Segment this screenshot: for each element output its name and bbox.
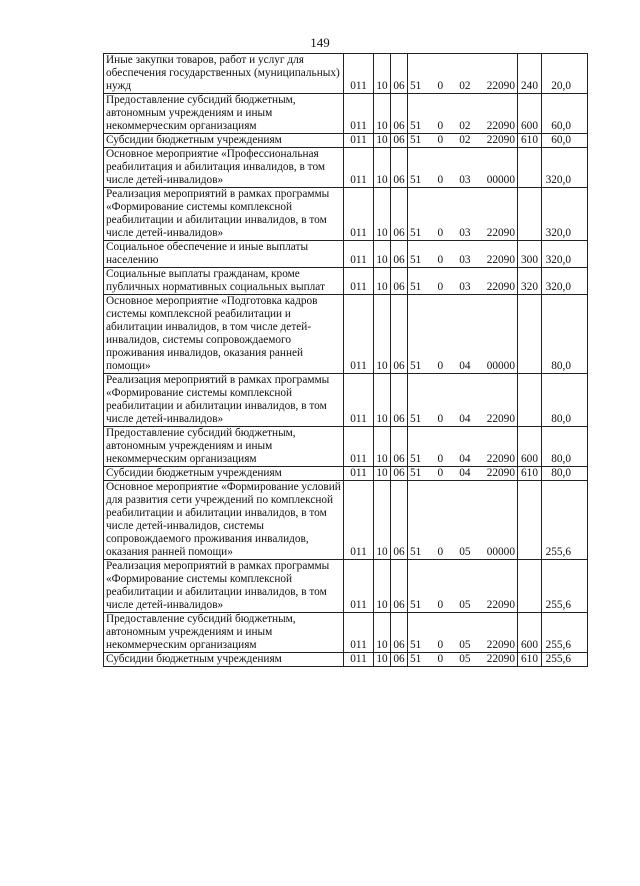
ministry-code-cell: 011: [344, 241, 374, 268]
target-article-part: 51: [410, 120, 422, 132]
amount-cell: 255,6: [542, 613, 588, 653]
target-article-parts: [410, 467, 515, 480]
target-article-part: 0: [437, 599, 444, 611]
target-article-part: 51: [410, 281, 422, 293]
target-article-parts: [410, 653, 515, 666]
target-article-part: 51: [410, 254, 422, 266]
row-name-cell: Иные закупки товаров, работ и услуг для обеспечения государственных (муниципальных) нужд: [104, 54, 344, 94]
table-row: [104, 188, 588, 241]
subsection-code-cell: 06: [391, 374, 408, 427]
target-article-cell: [408, 188, 518, 241]
subsection-code-cell: 06: [391, 134, 408, 148]
amount-cell: 80,0: [542, 427, 588, 467]
target-article-part: 04: [459, 453, 471, 465]
row-name-cell: Социальное обеспечение и иные выплаты населению: [104, 241, 344, 268]
target-article-parts: [410, 546, 515, 559]
target-article-parts: [410, 281, 515, 294]
ministry-code-cell: 011: [344, 54, 374, 94]
table-row: [104, 467, 588, 481]
target-article-part: 22090: [486, 134, 515, 146]
target-article-part: 51: [410, 639, 422, 651]
expense-type-cell: 610: [518, 653, 542, 667]
amount-cell: 80,0: [542, 295, 588, 374]
section-code-cell: 10: [374, 467, 391, 481]
target-article-part: 51: [410, 227, 422, 239]
ministry-code-cell: 011: [344, 148, 374, 188]
target-article-part: 22090: [486, 413, 515, 425]
table-row: [104, 481, 588, 560]
table-row: [104, 295, 588, 374]
target-article-part: 03: [459, 281, 471, 293]
target-article-part: 51: [410, 467, 422, 479]
row-name-cell: Предоставление субсидий бюджетным, автономным учреждениям и иным некоммерческим организациям: [104, 427, 344, 467]
amount-cell: 255,6: [542, 560, 588, 613]
table-row: [104, 268, 588, 295]
target-article-part: 03: [459, 174, 471, 186]
table-row: [104, 241, 588, 268]
section-code-cell: 10: [374, 481, 391, 560]
table-row: [104, 374, 588, 427]
expense-type-cell: 600: [518, 94, 542, 134]
target-article-part: 22090: [486, 80, 515, 92]
expense-type-cell: [518, 148, 542, 188]
table-row: [104, 148, 588, 188]
table-row: [104, 427, 588, 467]
amount-cell: 80,0: [542, 374, 588, 427]
section-code-cell: 10: [374, 613, 391, 653]
target-article-parts: [410, 227, 515, 240]
section-code-cell: 10: [374, 374, 391, 427]
target-article-part: 22090: [486, 281, 515, 293]
amount-cell: 320,0: [542, 188, 588, 241]
subsection-code-cell: 06: [391, 94, 408, 134]
section-code-cell: 10: [374, 560, 391, 613]
target-article-parts: [410, 599, 515, 612]
target-article-part: 0: [437, 639, 444, 651]
ministry-code-cell: 011: [344, 134, 374, 148]
ministry-code-cell: 011: [344, 613, 374, 653]
subsection-code-cell: 06: [391, 467, 408, 481]
target-article-part: 02: [459, 120, 471, 132]
target-article-parts: [410, 134, 515, 147]
ministry-code-cell: 011: [344, 467, 374, 481]
expense-type-cell: [518, 295, 542, 374]
target-article-part: 22090: [486, 653, 515, 665]
target-article-part: 0: [437, 80, 444, 92]
row-name-cell: Субсидии бюджетным учреждениям: [104, 653, 344, 667]
target-article-part: 00000: [486, 174, 515, 186]
target-article-part: 22090: [486, 227, 515, 239]
target-article-parts: [410, 639, 515, 652]
target-article-cell: [408, 295, 518, 374]
target-article-cell: [408, 148, 518, 188]
section-code-cell: 10: [374, 94, 391, 134]
row-name-cell: Основное мероприятие «Формирование условий для развития сети учреждений по комплексной реабилитации и абилитации инвалидов, в том числе детей-инвалидов, системы сопровождаемого проживания инвалидов, оказания ранней помощи»: [104, 481, 344, 560]
row-name-cell: Основное мероприятие «Профессиональная реабилитация и абилитация инвалидов, в том числе детей-инвалидов»: [104, 148, 344, 188]
expense-type-cell: 300: [518, 241, 542, 268]
row-name-cell: Социальные выплаты гражданам, кроме публичных нормативных социальных выплат: [104, 268, 344, 295]
section-code-cell: 10: [374, 268, 391, 295]
amount-cell: 80,0: [542, 467, 588, 481]
target-article-cell: [408, 467, 518, 481]
amount-cell: 60,0: [542, 94, 588, 134]
target-article-cell: [408, 54, 518, 94]
table-row: [104, 653, 588, 667]
row-name-cell: Реализация мероприятий в рамках программы «Формирование системы комплексной реабилитации и абилитации инвалидов, в том числе детей-инвалидов»: [104, 188, 344, 241]
target-article-parts: [410, 360, 515, 373]
section-code-cell: 10: [374, 134, 391, 148]
expense-type-cell: 600: [518, 427, 542, 467]
target-article-cell: [408, 241, 518, 268]
target-article-cell: [408, 613, 518, 653]
row-name-cell: Основное мероприятие «Подготовка кадров системы комплексной реабилитации и абилитации инвалидов, в том числе детей-инвалидов, системы сопровождаемого проживания инвалидов, оказания ранней помощи»: [104, 295, 344, 374]
target-article-part: 04: [459, 413, 471, 425]
target-article-part: 22090: [486, 599, 515, 611]
target-article-parts: [410, 453, 515, 466]
amount-cell: 255,6: [542, 653, 588, 667]
amount-cell: 20,0: [542, 54, 588, 94]
target-article-parts: [410, 80, 515, 93]
expense-type-cell: [518, 481, 542, 560]
table-row: [104, 560, 588, 613]
target-article-part: 22090: [486, 120, 515, 132]
target-article-part: 0: [437, 227, 444, 239]
target-article-cell: [408, 481, 518, 560]
section-code-cell: 10: [374, 148, 391, 188]
table-row: [104, 134, 588, 148]
ministry-code-cell: 011: [344, 268, 374, 295]
section-code-cell: 10: [374, 241, 391, 268]
subsection-code-cell: 06: [391, 295, 408, 374]
amount-cell: 320,0: [542, 268, 588, 295]
subsection-code-cell: 06: [391, 560, 408, 613]
section-code-cell: 10: [374, 427, 391, 467]
target-article-parts: [410, 413, 515, 426]
target-article-part: 51: [410, 413, 422, 425]
budget-table: [103, 53, 588, 667]
target-article-part: 51: [410, 453, 422, 465]
table-row: [104, 54, 588, 94]
ministry-code-cell: 011: [344, 374, 374, 427]
expense-type-cell: 240: [518, 54, 542, 94]
table-row: [104, 613, 588, 653]
target-article-part: 51: [410, 360, 422, 372]
expense-type-cell: [518, 188, 542, 241]
expense-type-cell: 610: [518, 467, 542, 481]
target-article-part: 22090: [486, 639, 515, 651]
ministry-code-cell: 011: [344, 188, 374, 241]
target-article-part: 02: [459, 80, 471, 92]
target-article-part: 22090: [486, 453, 515, 465]
target-article-part: 05: [459, 546, 471, 558]
target-article-part: 51: [410, 80, 422, 92]
target-article-part: 51: [410, 134, 422, 146]
target-article-part: 05: [459, 653, 471, 665]
table-row: [104, 94, 588, 134]
target-article-part: 00000: [486, 360, 515, 372]
target-article-part: 51: [410, 599, 422, 611]
row-name-cell: Предоставление субсидий бюджетным, автономным учреждениям и иным некоммерческим организациям: [104, 94, 344, 134]
subsection-code-cell: 06: [391, 481, 408, 560]
subsection-code-cell: 06: [391, 613, 408, 653]
row-name-cell: Субсидии бюджетным учреждениям: [104, 467, 344, 481]
ministry-code-cell: 011: [344, 560, 374, 613]
subsection-code-cell: 06: [391, 653, 408, 667]
subsection-code-cell: 06: [391, 54, 408, 94]
target-article-part: 0: [437, 453, 444, 465]
target-article-part: 0: [437, 467, 444, 479]
section-code-cell: 10: [374, 295, 391, 374]
expense-type-cell: 610: [518, 134, 542, 148]
target-article-part: 05: [459, 599, 471, 611]
target-article-part: 0: [437, 120, 444, 132]
amount-cell: 320,0: [542, 241, 588, 268]
row-name-cell: Предоставление субсидий бюджетным, автономным учреждениям и иным некоммерческим организациям: [104, 613, 344, 653]
target-article-part: 0: [437, 413, 444, 425]
amount-cell: 320,0: [542, 148, 588, 188]
target-article-part: 0: [437, 546, 444, 558]
expense-type-cell: [518, 374, 542, 427]
subsection-code-cell: 06: [391, 241, 408, 268]
subsection-code-cell: 06: [391, 148, 408, 188]
page-number: 149: [310, 35, 330, 50]
subsection-code-cell: 06: [391, 268, 408, 295]
target-article-part: 51: [410, 174, 422, 186]
target-article-part: 03: [459, 254, 471, 266]
target-article-cell: [408, 374, 518, 427]
ministry-code-cell: 011: [344, 427, 374, 467]
target-article-cell: [408, 268, 518, 295]
ministry-code-cell: 011: [344, 653, 374, 667]
target-article-part: 05: [459, 639, 471, 651]
row-name-cell: Субсидии бюджетным учреждениям: [104, 134, 344, 148]
target-article-part: 00000: [486, 546, 515, 558]
budget-table-body: [104, 54, 588, 667]
target-article-part: 0: [437, 134, 444, 146]
ministry-code-cell: 011: [344, 295, 374, 374]
target-article-part: 04: [459, 467, 471, 479]
row-name-cell: Реализация мероприятий в рамках программы «Формирование системы комплексной реабилитации и абилитации инвалидов, в том числе детей-инвалидов»: [104, 560, 344, 613]
target-article-cell: [408, 134, 518, 148]
target-article-cell: [408, 653, 518, 667]
subsection-code-cell: 06: [391, 427, 408, 467]
section-code-cell: 10: [374, 188, 391, 241]
target-article-part: 0: [437, 281, 444, 293]
target-article-parts: [410, 174, 515, 187]
section-code-cell: 10: [374, 54, 391, 94]
ministry-code-cell: 011: [344, 94, 374, 134]
target-article-part: 0: [437, 174, 444, 186]
target-article-cell: [408, 560, 518, 613]
ministry-code-cell: 011: [344, 481, 374, 560]
target-article-part: 51: [410, 653, 422, 665]
target-article-parts: [410, 120, 515, 133]
expense-type-cell: 320: [518, 268, 542, 295]
target-article-part: 02: [459, 134, 471, 146]
target-article-parts: [410, 254, 515, 267]
section-code-cell: 10: [374, 653, 391, 667]
target-article-part: 22090: [486, 467, 515, 479]
target-article-part: 51: [410, 546, 422, 558]
target-article-part: 0: [437, 254, 444, 266]
target-article-cell: [408, 427, 518, 467]
row-name-cell: Реализация мероприятий в рамках программы «Формирование системы комплексной реабилитации и абилитации инвалидов, в том числе детей-инвалидов»: [104, 374, 344, 427]
expense-type-cell: [518, 560, 542, 613]
subsection-code-cell: 06: [391, 188, 408, 241]
target-article-part: 0: [437, 653, 444, 665]
target-article-part: 22090: [486, 254, 515, 266]
target-article-part: 03: [459, 227, 471, 239]
amount-cell: 255,6: [542, 481, 588, 560]
expense-type-cell: 600: [518, 613, 542, 653]
target-article-cell: [408, 94, 518, 134]
target-article-part: 0: [437, 360, 444, 372]
target-article-part: 04: [459, 360, 471, 372]
amount-cell: 60,0: [542, 134, 588, 148]
